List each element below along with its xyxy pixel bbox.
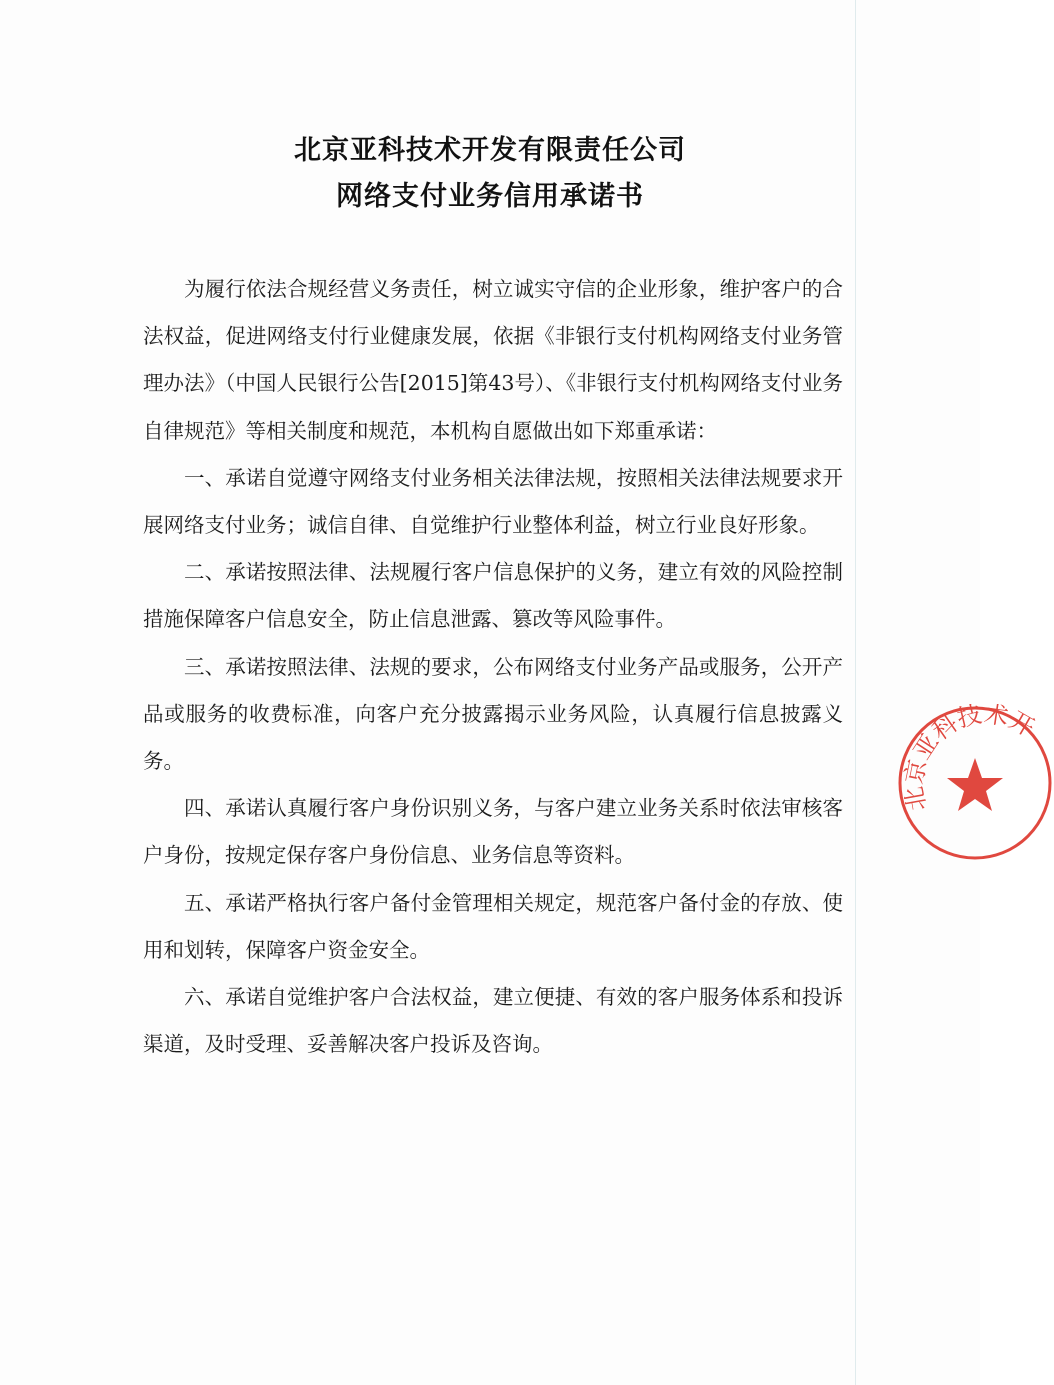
document-title: 北京亚科技术开发有限责任公司 <box>294 135 686 166</box>
commitment-6: 六、承诺自觉维护客户合法权益，建立便捷、有效的客户服务体系和投诉渠道，及时受理、妥善解决客户投诉及咨询。 <box>143 985 843 1057</box>
seal-graphic <box>896 704 1054 862</box>
commitment-2: 二、承诺按照法律、法规履行客户信息保护的义务，建立有效的风险控制措施保障客户信息安全，防止信息泄露、篡改等风险事件。 <box>143 560 843 632</box>
commitment-5: 五、承诺严格执行客户备付金管理相关规定，规范客户备付金的存放、使用和划转，保障客户资金安全。 <box>143 890 843 962</box>
seal-ring <box>900 708 1050 858</box>
commitment-3: 三、承诺按照法律、法规的要求，公布网络支付业务产品或服务，公开产品或服务的收费标准，向客户充分披露揭示业务风险，认真履行信息披露义务。 <box>143 654 843 774</box>
commitment-4: 四、承诺认真履行客户身份识别义务，与客户建立业务关系时依法审核客户身份，按规定保存客户身份信息、业务信息等资料。 <box>143 796 843 868</box>
document-subtitle: 网络支付业务信用承诺书 <box>336 181 644 212</box>
seal-text-path: 北京亚科技术开 <box>899 704 1040 813</box>
commitment-1: 一、承诺自觉遵守网络支付业务相关法律法规，按照相关法律法规要求开展网络支付业务；诚信自律、自觉维护行业整体利益，树立行业良好形象。 <box>143 465 843 538</box>
document-body <box>143 266 843 1068</box>
star-icon <box>947 758 1003 811</box>
company-seal <box>896 704 1054 862</box>
intro-paragraph: 为履行依法合规经营义务责任，树立诚实守信的企业形象，维护客户的合法权益，促进网络支付行业健康发展，依据《非银行支付机构网络支付业务管理办法》（中国人民银行公告[2015]第43号）、《非银行支付机构网络支付业务自律规范》等相关制度和规范，本机构自愿做出如下郑重承诺： <box>143 277 843 443</box>
seal-text <box>900 704 1039 813</box>
